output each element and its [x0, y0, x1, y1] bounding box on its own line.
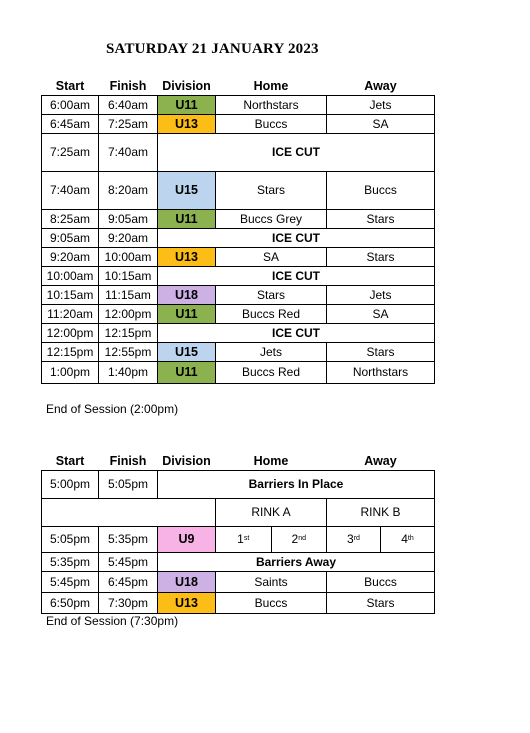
header-home: Home — [216, 78, 327, 95]
division-badge: U11 — [158, 95, 216, 114]
start-cell: 11:20am — [42, 304, 99, 323]
division-badge: U13 — [158, 592, 216, 613]
session-2-end-note: End of Session (7:30pm) — [46, 614, 179, 628]
game-row — [42, 592, 435, 613]
game-row — [42, 342, 435, 361]
finish-cell: 12:15pm — [99, 323, 158, 342]
division-badge: U9 — [158, 526, 216, 552]
finish-cell: 1:40pm — [99, 361, 158, 383]
period-1: 1 st — [237, 532, 250, 546]
rink-b-label: RINK B — [327, 498, 435, 526]
header-away: Away — [327, 78, 435, 95]
session-2-body — [42, 571, 435, 613]
finish-cell: 5:35pm — [99, 526, 158, 552]
header-start: Start — [42, 78, 99, 95]
session-1-table — [41, 78, 435, 384]
finish-cell: 6:45pm — [99, 571, 158, 592]
game-row — [42, 285, 435, 304]
rink-b-periods — [327, 526, 435, 552]
start-cell: 5:00pm — [42, 470, 99, 498]
division-badge: U18 — [158, 285, 216, 304]
away-team: SA — [327, 114, 435, 133]
finish-cell: 12:55pm — [99, 342, 158, 361]
page-title: SATURDAY 21 JANUARY 2023 — [106, 41, 319, 57]
game-row — [42, 571, 435, 592]
finish-cell: 6:40am — [99, 95, 158, 114]
ice-cut-note: ICE CUT — [158, 323, 435, 342]
game-row — [42, 171, 435, 209]
division-badge: U13 — [158, 247, 216, 266]
division-badge: U15 — [158, 342, 216, 361]
home-team: Stars — [216, 285, 327, 304]
home-team: Buccs — [216, 114, 327, 133]
barriers-in-note: Barriers In Place — [158, 470, 435, 498]
finish-cell: 11:15am — [99, 285, 158, 304]
header-away: Away — [327, 453, 435, 470]
finish-cell: 10:15am — [99, 266, 158, 285]
session-2-table — [41, 453, 435, 614]
barriers-away-row — [42, 552, 435, 571]
finish-cell: 9:05am — [99, 209, 158, 228]
start-cell: 12:00pm — [42, 323, 99, 342]
finish-cell: 5:45pm — [99, 552, 158, 571]
header-home: Home — [216, 453, 327, 470]
start-cell: 7:40am — [42, 171, 99, 209]
division-badge: U11 — [158, 209, 216, 228]
finish-cell: 7:25am — [99, 114, 158, 133]
session-1-end-note: End of Session (2:00pm) — [46, 402, 179, 416]
away-team: Stars — [327, 209, 435, 228]
home-team: Jets — [216, 342, 327, 361]
rink-a-label: RINK A — [216, 498, 327, 526]
start-cell: 1:00pm — [42, 361, 99, 383]
period-2: 2 nd — [271, 527, 327, 552]
finish-cell: 12:00pm — [99, 304, 158, 323]
header-division: Division — [158, 453, 216, 470]
start-cell: 9:20am — [42, 247, 99, 266]
header-finish: Finish — [99, 453, 158, 470]
home-team: Buccs Grey — [216, 209, 327, 228]
home-team: SA — [216, 247, 327, 266]
finish-cell: 7:30pm — [99, 592, 158, 613]
start-cell: 6:45am — [42, 114, 99, 133]
away-team: Jets — [327, 95, 435, 114]
away-team: Buccs — [327, 171, 435, 209]
header-division: Division — [158, 78, 216, 95]
barriers-in-row — [42, 470, 435, 498]
home-team: Saints — [216, 571, 327, 592]
start-cell: 8:25am — [42, 209, 99, 228]
rink-header-row — [42, 498, 435, 526]
away-team: Stars — [327, 247, 435, 266]
home-team: Stars — [216, 171, 327, 209]
header-start: Start — [42, 453, 99, 470]
barriers-away-note: Barriers Away — [158, 552, 435, 571]
start-cell: 9:05am — [42, 228, 99, 247]
ice-cut-note: ICE CUT — [158, 228, 435, 247]
start-cell: 10:15am — [42, 285, 99, 304]
start-cell: 6:00am — [42, 95, 99, 114]
game-row — [42, 304, 435, 323]
empty-cell — [42, 498, 216, 526]
division-badge: U13 — [158, 114, 216, 133]
away-team: SA — [327, 304, 435, 323]
session-1-body — [42, 95, 435, 383]
ice-cut-note: ICE CUT — [158, 133, 435, 171]
division-badge: U11 — [158, 361, 216, 383]
home-team: Buccs Red — [216, 361, 327, 383]
game-row — [42, 247, 435, 266]
game-row — [42, 361, 435, 383]
home-team: Buccs — [216, 592, 327, 613]
finish-cell: 8:20am — [99, 171, 158, 209]
division-badge: U15 — [158, 171, 216, 209]
header-finish: Finish — [99, 78, 158, 95]
away-team: Northstars — [327, 361, 435, 383]
finish-cell: 9:20am — [99, 228, 158, 247]
ice-cut-row — [42, 266, 435, 285]
start-cell: 10:00am — [42, 266, 99, 285]
home-team: Buccs Red — [216, 304, 327, 323]
ice-cut-row — [42, 133, 435, 171]
ice-cut-row — [42, 228, 435, 247]
u9-row — [42, 526, 435, 552]
period-4: 4 th — [380, 527, 434, 552]
rink-a-periods — [216, 526, 327, 552]
start-cell: 5:35pm — [42, 552, 99, 571]
ice-cut-row — [42, 323, 435, 342]
finish-cell: 10:00am — [99, 247, 158, 266]
away-team: Stars — [327, 592, 435, 613]
start-cell: 12:15pm — [42, 342, 99, 361]
away-team: Jets — [327, 285, 435, 304]
away-team: Stars — [327, 342, 435, 361]
game-row — [42, 114, 435, 133]
start-cell: 7:25am — [42, 133, 99, 171]
start-cell: 6:50pm — [42, 592, 99, 613]
home-team: Northstars — [216, 95, 327, 114]
start-cell: 5:05pm — [42, 526, 99, 552]
ice-cut-note: ICE CUT — [158, 266, 435, 285]
game-row — [42, 209, 435, 228]
division-badge: U11 — [158, 304, 216, 323]
division-badge: U18 — [158, 571, 216, 592]
start-cell: 5:45pm — [42, 571, 99, 592]
period-3: 3 rd — [347, 532, 360, 546]
finish-cell: 7:40am — [99, 133, 158, 171]
away-team: Buccs — [327, 571, 435, 592]
finish-cell: 5:05pm — [99, 470, 158, 498]
game-row — [42, 95, 435, 114]
